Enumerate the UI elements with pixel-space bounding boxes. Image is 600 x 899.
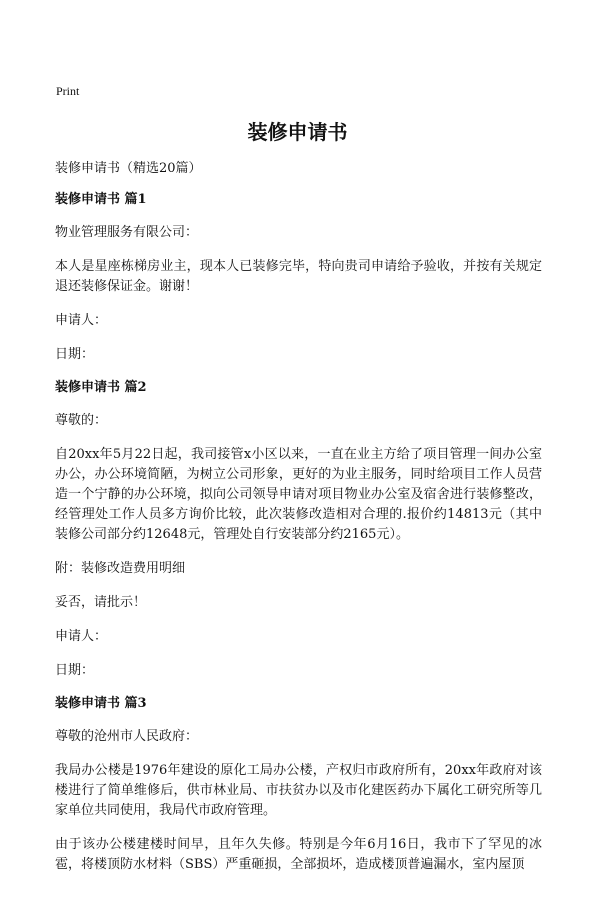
section-heading: 装修申请书 篇2 bbox=[55, 380, 147, 395]
paragraph: 日期： bbox=[55, 663, 95, 678]
section-heading: 装修申请书 篇3 bbox=[55, 696, 147, 711]
section-heading: 装修申请书 篇1 bbox=[55, 192, 147, 207]
paragraph: 物业管理服务有限公司： bbox=[55, 225, 199, 240]
paragraph: 自20xx年5月22日起，我司接管x小区以来，一直在业主方给了项目管理一间办公室办公，办公环境简陋，为树立公司形象，更好的为业主服务，同时给项目工作人员营造一个宁静的办公环境，拟向公司领导申请对项目物业办公室及宿舍进行装修整改，经管理处工作人员多方询价比较，此次装修改造相对合理的.报价约14813元（其中装修公司部分约12648元，管理处自行安装部分约2165元）。 bbox=[55, 447, 542, 542]
print-label[interactable]: Print bbox=[56, 84, 80, 98]
section-1 bbox=[53, 191, 542, 365]
paragraph: 我局办公楼是1976年建设的原化工局办公楼，产权归市政府所有，20xx年政府对该楼进行了简单维修后，供市林业局、市扶贫办以及市化建医药办下属化工研究所等几家单位共同使用，我局代市政府管理。 bbox=[55, 763, 542, 818]
paragraph: 申请人： bbox=[55, 629, 108, 644]
section-3 bbox=[53, 695, 542, 875]
paragraph: 附：装修改造费用明细 bbox=[55, 561, 186, 576]
paragraph: 由于该办公楼建楼时间早，且年久失修。特别是今年6月16日，我市下了罕见的冰雹，将楼顶防水材料（SBS）严重砸损，全部损坏，造成楼顶普遍漏水，室内屋顶 bbox=[55, 837, 542, 872]
paragraph: 本人是星座栋梯房业主，现本人已装修完毕，特向贵司申请给予验收，并按有关规定退还装修保证金。谢谢！ bbox=[55, 259, 542, 294]
section-2 bbox=[53, 379, 542, 681]
document-title: 装修申请书 bbox=[247, 120, 348, 144]
paragraph: 日期： bbox=[55, 347, 95, 362]
paragraph: 申请人： bbox=[55, 313, 108, 328]
paragraph: 尊敬的： bbox=[55, 413, 108, 428]
paragraph: 尊敬的沧州市人民政府： bbox=[55, 729, 199, 744]
document-subtitle: 装修申请书（精选20篇） bbox=[55, 161, 202, 176]
paragraph: 妥否，请批示！ bbox=[55, 595, 147, 610]
